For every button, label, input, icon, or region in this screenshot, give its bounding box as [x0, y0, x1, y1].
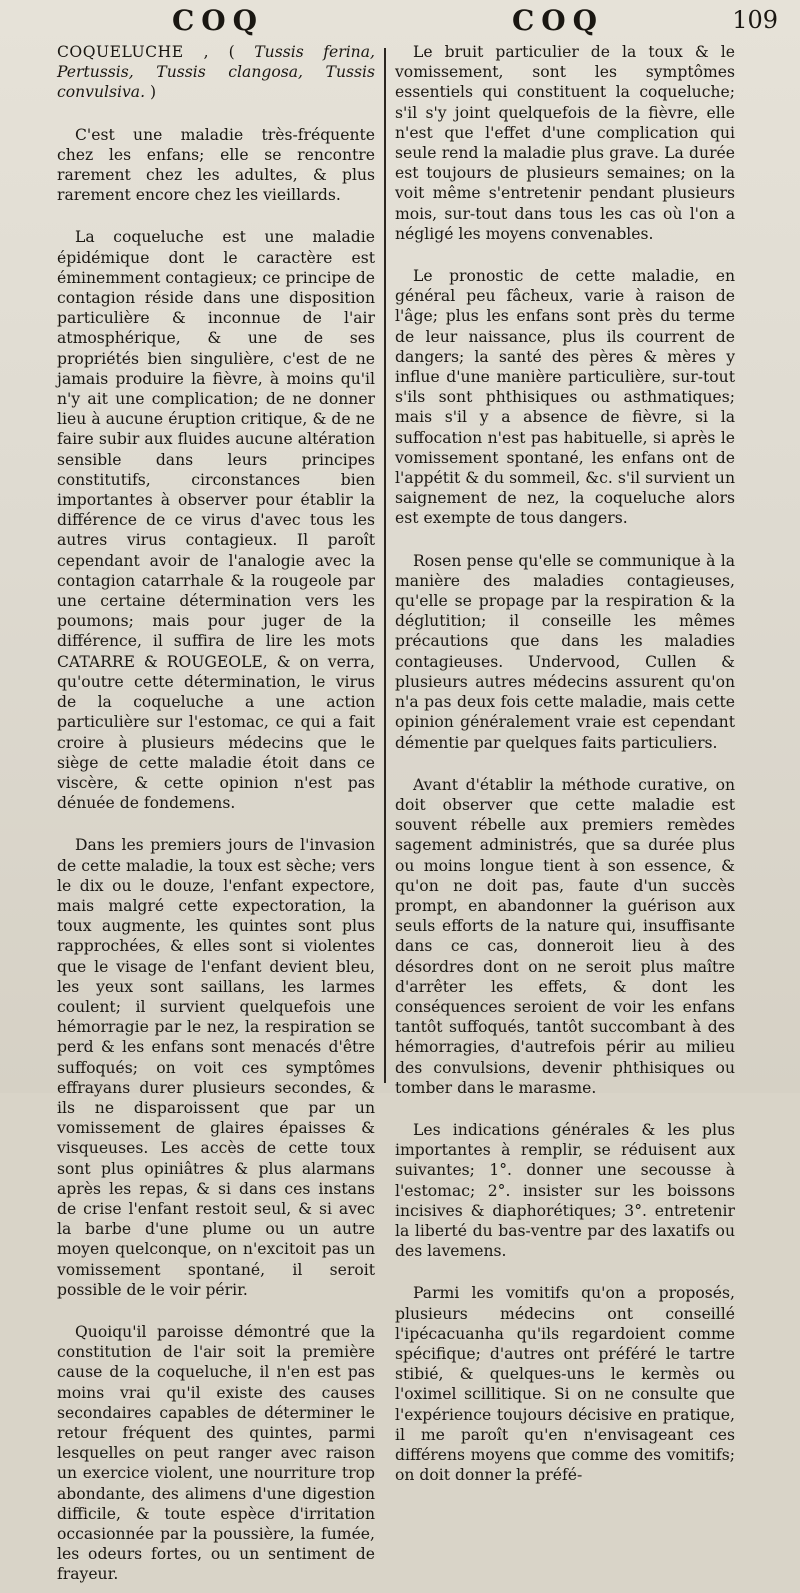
paragraph: La coqueluche est une maladie épidémique dont le caractère est éminemment contagieux; ce principe de contagion réside dans une disposition particulière & inconnue de l'air atmosphérique, & une de ses propriétés bien singulière, c'est de ne jamais produire la fièvre, à moins qu'il n'y ait une complication; de ne donner lieu à aucune éruption critique, & de ne faire subir aux fluides aucune altération sensible dans leurs principes constitutifs, circonstances bien importantes à observer pour établir la différence de ce virus d'avec tous les autres virus contagieux. Il paroît cependant avoir de l'analogie avec la contagion catarrhale & la rougeole par une certaine détermination vers les poumons; mais pour juger de la différence, il suffira de lire les mots CATARRE & ROUGEOLE, & on verra, qu'outre cette détermination, le virus de la coqueluche a une action particulière sur l'estomac, ce qui a fait croire à plusieurs médecins que le siège de cette maladie étoit dans ce viscère, & cette opinion n'est pas dénuée de fondemens. [57, 228, 375, 813]
left-column [57, 42, 375, 1593]
paragraph: Le pronostic de cette maladie, en général peu fâcheux, varie à raison de l'âge; plus les enfans sont près du terme de leur naissance, plus ils courrent de dangers; la santé des pères & mères y influe d'une manière particulière, sur-tout s'ils sont phthisiques ou asthmatiques; mais s'il y a absence de fièvre, si la suffocation n'est pas habituelle, si après le vomissement spontané, les enfans ont de l'appétit & du sommeil, &c. s'il survient un saignement de nez, la coqueluche alors est exempte de tous dangers. [395, 267, 735, 528]
header-word-right: COQ [512, 4, 605, 37]
paragraph: Quoiqu'il paroisse démontré que la constitution de l'air soit la première cause de la coqueluche, il n'en est pas moins vrai qu'il existe des causes secondaires capables de déterminer le retour fréquent des quintes, parmi lesquelles on peut ranger avec raison un exercice violent, une nourriture trop abondante, des alimens d'une digestion difficile, & toute espèce d'irritation occasionnée par la poussière, la fumée, les odeurs fortes, ou un sentiment de frayeur. [57, 1322, 375, 1584]
paragraph: Dans les premiers jours de l'invasion de cette maladie, la toux est sèche; vers le dix ou le douze, l'enfant expectore, mais malgré cette expectoration, la toux augmente, les quintes sont plus rapprochées, & elles sont si violentes que le visage de l'enfant devient bleu, les yeux sont saillans, les larmes coulent; il survient quelquefois une hémorragie par le nez, la respiration se perd & les enfans sont menacés d'être suffoqués; on voit ces symptômes effrayans durer plusieurs secondes, & ils ne disparoissent que par un vomissement de glaires épaisses & visqueuses. Les accès de cette toux sont plus opiniâtres & plus alarmans après les repas, & si dans ces instans de crise l'enfant restoit seul, & si avec la barbe d'une plume ou un autre moyen quelconque, on n'excitoit pas un vomissement spontané, il seroit possible de le voir périr. [57, 836, 375, 1299]
paragraph: C'est une maladie très-fréquente chez les enfans; elle se rencontre rarement chez les adultes, & plus rarement encore chez les vieillards. [57, 125, 375, 205]
entry-synonyms: Tussis ferina, Pertussis, Tussis clangosa, Tussis convulsiva. [57, 43, 375, 102]
paragraph: Les indications générales & les plus importantes à remplir, se réduisent aux suivantes; 1°. donner une secousse à l'estomac; 2°. insister sur les boissons incisives & diaphorétiques; 3°. entretenir la liberté du bas-ventre par des laxatifs ou des lavemens. [395, 1120, 735, 1261]
paragraph: Rosen pense qu'elle se communique à la manière des maladies contagieuses, qu'elle se propage par la respiration & la déglutition; il conseille les mêmes précautions que dans les maladies contagieuses. Undervood, Cullen & plusieurs autres médecins assurent qu'on n'a pas deux fois cette maladie, mais cette opinion généralement vraie est cependant démentie par quelques faits particuliers. [395, 551, 735, 752]
header-word-left: COQ [172, 4, 265, 37]
page-number: 109 [732, 6, 778, 34]
entry-title [57, 42, 375, 103]
paragraph: Parmi les vomitifs qu'on a proposés, plusieurs médecins ont conseillé l'ipécacuanha qu'ils regardoient comme spécifique; d'autres ont préféré le tartre stibié, & quelques-uns le kermès ou l'oximel scillitique. Si on ne consulte que l'expérience toujours décisive en pratique, il me paroît qu'en n'envisageant ces différens moyens que comme des vomitifs; on doit donner la préfé- [395, 1284, 735, 1485]
running-header [0, 4, 800, 38]
paragraph: Le bruit particulier de la toux & le vomissement, sont les symptômes essentiels qui constituent la coqueluche; s'il s'y joint quelquefois de la fièvre, elle n'est que l'effet d'une complication qui seule rend la maladie plus grave. La durée est toujours de plusieurs semaines; on la voit même s'entretenir pendant plusieurs mois, sur-tout dans tous les cas où l'on a négligé les moyens convenables. [395, 43, 735, 243]
title-close-paren: ) [150, 83, 157, 102]
title-open-paren: ( [228, 43, 235, 61]
paragraph: Avant d'établir la méthode curative, on doit observer que cette maladie est souvent rébelle aux premiers remèdes sagement administrés, que sa durée plus ou moins longue tient à son essence, & qu'on ne doit pas, faute d'un succès prompt, en abandonner la guérison aux seuls efforts de la nature qui, insuffisante dans ce cas, donneroit lieu à des désordres dont on ne seroit plus maître d'arrêter les effets, & dont les conséquences seroient de voir les enfans tantôt suffoqués, tantôt succombant à des hémorragies, d'autrefois périr au milieu des convulsions, devenir phthisiques ou tomber dans le marasme. [395, 775, 735, 1097]
entry-heading: COQUELUCHE , [57, 43, 210, 61]
right-column [395, 42, 735, 1493]
column-divider [384, 48, 386, 1083]
